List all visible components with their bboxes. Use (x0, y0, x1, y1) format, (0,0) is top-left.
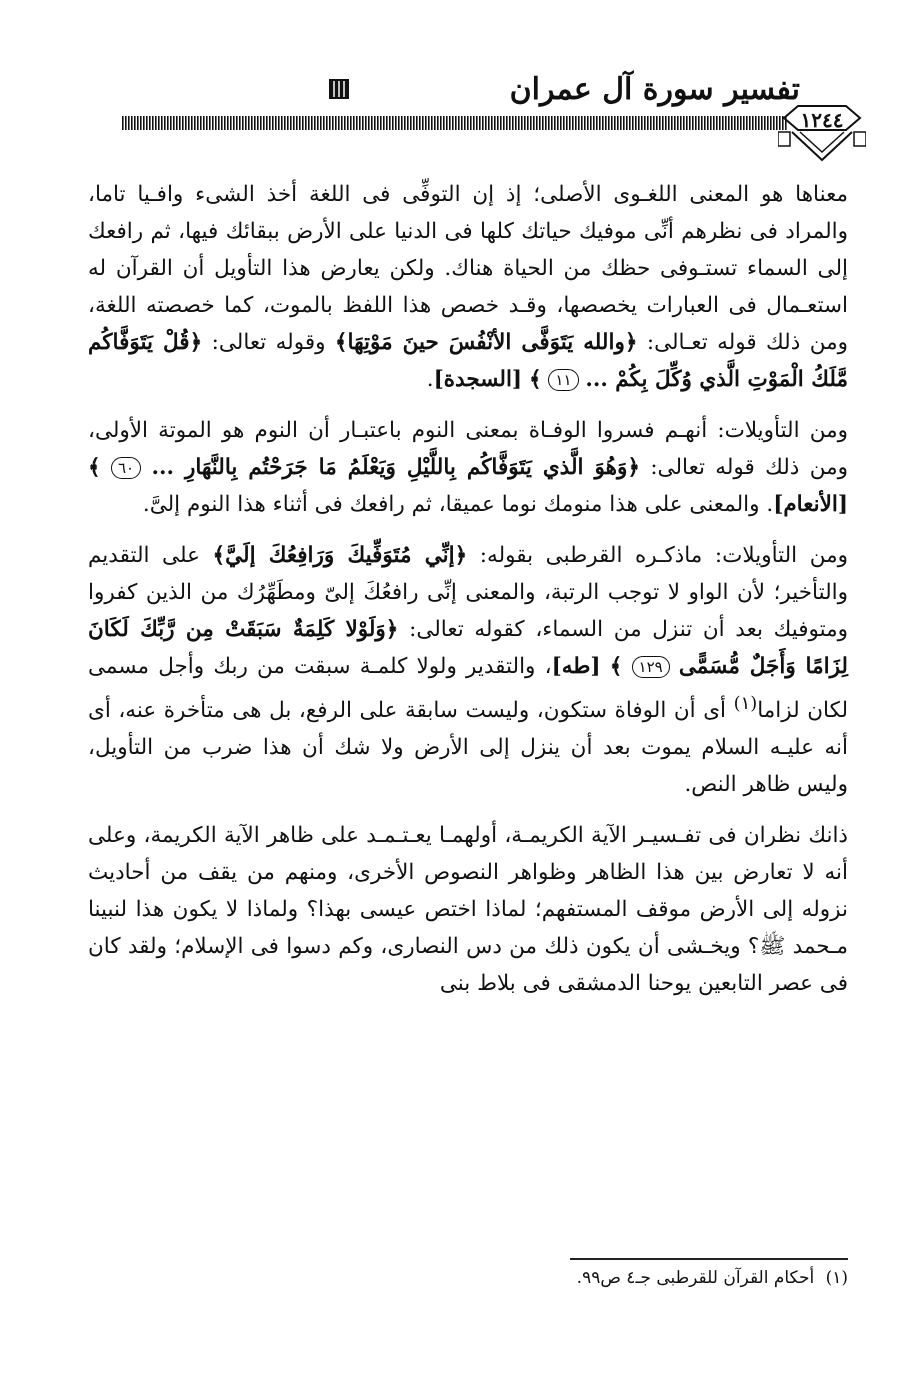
quran-verse: ﴿وَهُوَ الَّذي يَتَوَفَّاكُم بِاللَّيْلِ وَيَعْلَمُ مَا جَرَحْتُم بِالنَّهَارِ ... (151, 455, 640, 480)
footnote-text: أحكام القرآن للقرطبى جـ٤ ص٩٩. (576, 1268, 815, 1288)
paragraph-text: على التقديم والتأخير؛ لأن الواو لا توجب الرتبة، والمعنى إنِّى رافعُكَ إلىّ ومطَهِّرُك من الذين كفروا ومتوفيك بعد أن تنزل من السماء، كقوله تعالى: (88, 543, 848, 642)
paragraph-text: ذانك نظران فى تفـسيـر الآية الكريمـة، أولهمـا يعـتـمـد على ظاهر الآية الكريمة، وعلى أنه لا تعارض بين هذا الظاهر وظواهر النصوص الأخرى، ومنهم من يقف من أحاديث نزوله إلى الأرض موقف المستفهم؛ لماذا اختص عيسى بهذا؟ ولماذا لا يكون هذا لنبينا مـحمد ﷺ؟ ويخـشى أن يكون ذلك من دس النصارى، وكم دسوا فى الإسلام؛ ولقد كان فى عصر التابعين يوحنا الدمشقى فى بلاط بنى (88, 823, 848, 997)
paragraph-text: ومن التأويلات: ماذكـره القرطبى بقوله: (479, 543, 848, 568)
ayah-number-marker: ١١ (548, 369, 578, 391)
page-number: ١٢٤٤ (800, 108, 844, 132)
ayah-number-marker: ٦٠ (111, 457, 141, 479)
quran-verse: ﴿قُلْ يَتَوَفَّاكُم مَّلَكُ الْمَوْتِ الَّذي وُكِّلَ بِكُمْ ... (88, 330, 848, 392)
ayah-number-marker: ١٢٩ (632, 656, 670, 678)
paragraph-text: أى أن الوفاة ستكون، وليست سابقة على الرفع، بل هى متأخرة عنه، أى أنه عليـه السلام يموت بعد أن ينزل إلى الأرض ولا شك أن هذا ضرب من التأويل، وليس ظاهر النص. (88, 698, 848, 798)
paragraph (88, 176, 848, 398)
header-rule (122, 116, 787, 130)
quran-bracket: ﴾ (528, 367, 542, 392)
paragraph-text: ومن التأويلات: أنهـم فسروا الوفـاة بمعنى النوم باعتبـار أن النوم هو الموتة الأولى، ومن ذلك قوله تعالى: (88, 418, 848, 480)
paragraph-text: وقوله تعالى: (211, 330, 326, 355)
running-header-title: تفسير سورة آل عمران (509, 72, 800, 107)
footnote (577, 1268, 848, 1288)
footnote-reference[interactable]: (١) (733, 693, 758, 714)
paragraph (88, 412, 848, 523)
paragraph-text: معناها هو المعنى اللغـوى الأصلى؛ إذ إن التوفِّى فى اللغة أخذ الشىء وافـيا تاما، والمراد فى نظرهم أنِّى موفيك حياتك كلها فى الدنيا على الأرض ببقائك فيها، ثم رافعك إلى السماء تستـوفى حظك من الحياة هناك. ولكن يعارض هذا التأويل أن القرآن له استعـمال فى العبارات يخصصها، وقـد خصص هذا اللفظ بالموت، كما خصصته اللغة، ومن ذلك قوله تعـالى: (88, 182, 848, 355)
surah-reference: [السجدة] (433, 367, 523, 392)
quran-verse: ﴿وَلَوْلا كَلِمَةٌ سَبَقَتْ مِن رَّبِّكَ لَكَانَ لِزَامًا وَأَجَلٌ مُّسَمًّى (88, 617, 848, 679)
quran-verse: ﴿إنِّي مُتَوَفِّيكَ وَرَافِعُكَ إلَيَّ﴾ (212, 543, 468, 568)
paragraph (88, 537, 848, 803)
paragraph (88, 817, 848, 1002)
footnote-divider (570, 1258, 848, 1260)
header-ornament-icon (326, 76, 352, 102)
quran-verse: ﴿والله يَتَوَفَّى الأنْفُسَ حينَ مَوْتِهَا﴾ (334, 330, 638, 355)
body-text (88, 176, 848, 1016)
footnote-marker: (١) (825, 1268, 848, 1288)
surah-reference: [الأنعام] (773, 492, 848, 517)
quran-bracket: ﴾ (88, 455, 101, 480)
paragraph-text: ، والتقدير ولولا كلمـة سبقت من ربك وأجل مسمى لكان لزاما (88, 654, 848, 724)
surah-reference: [طه] (551, 654, 601, 679)
paragraph-text: . (426, 367, 434, 392)
paragraph-text: . والمعنى على هذا منومك نوما عميقا، ثم رافعك فى أثناء هذا النوم إلىَّ. (142, 492, 774, 517)
quran-bracket: ﴾ (609, 654, 623, 679)
